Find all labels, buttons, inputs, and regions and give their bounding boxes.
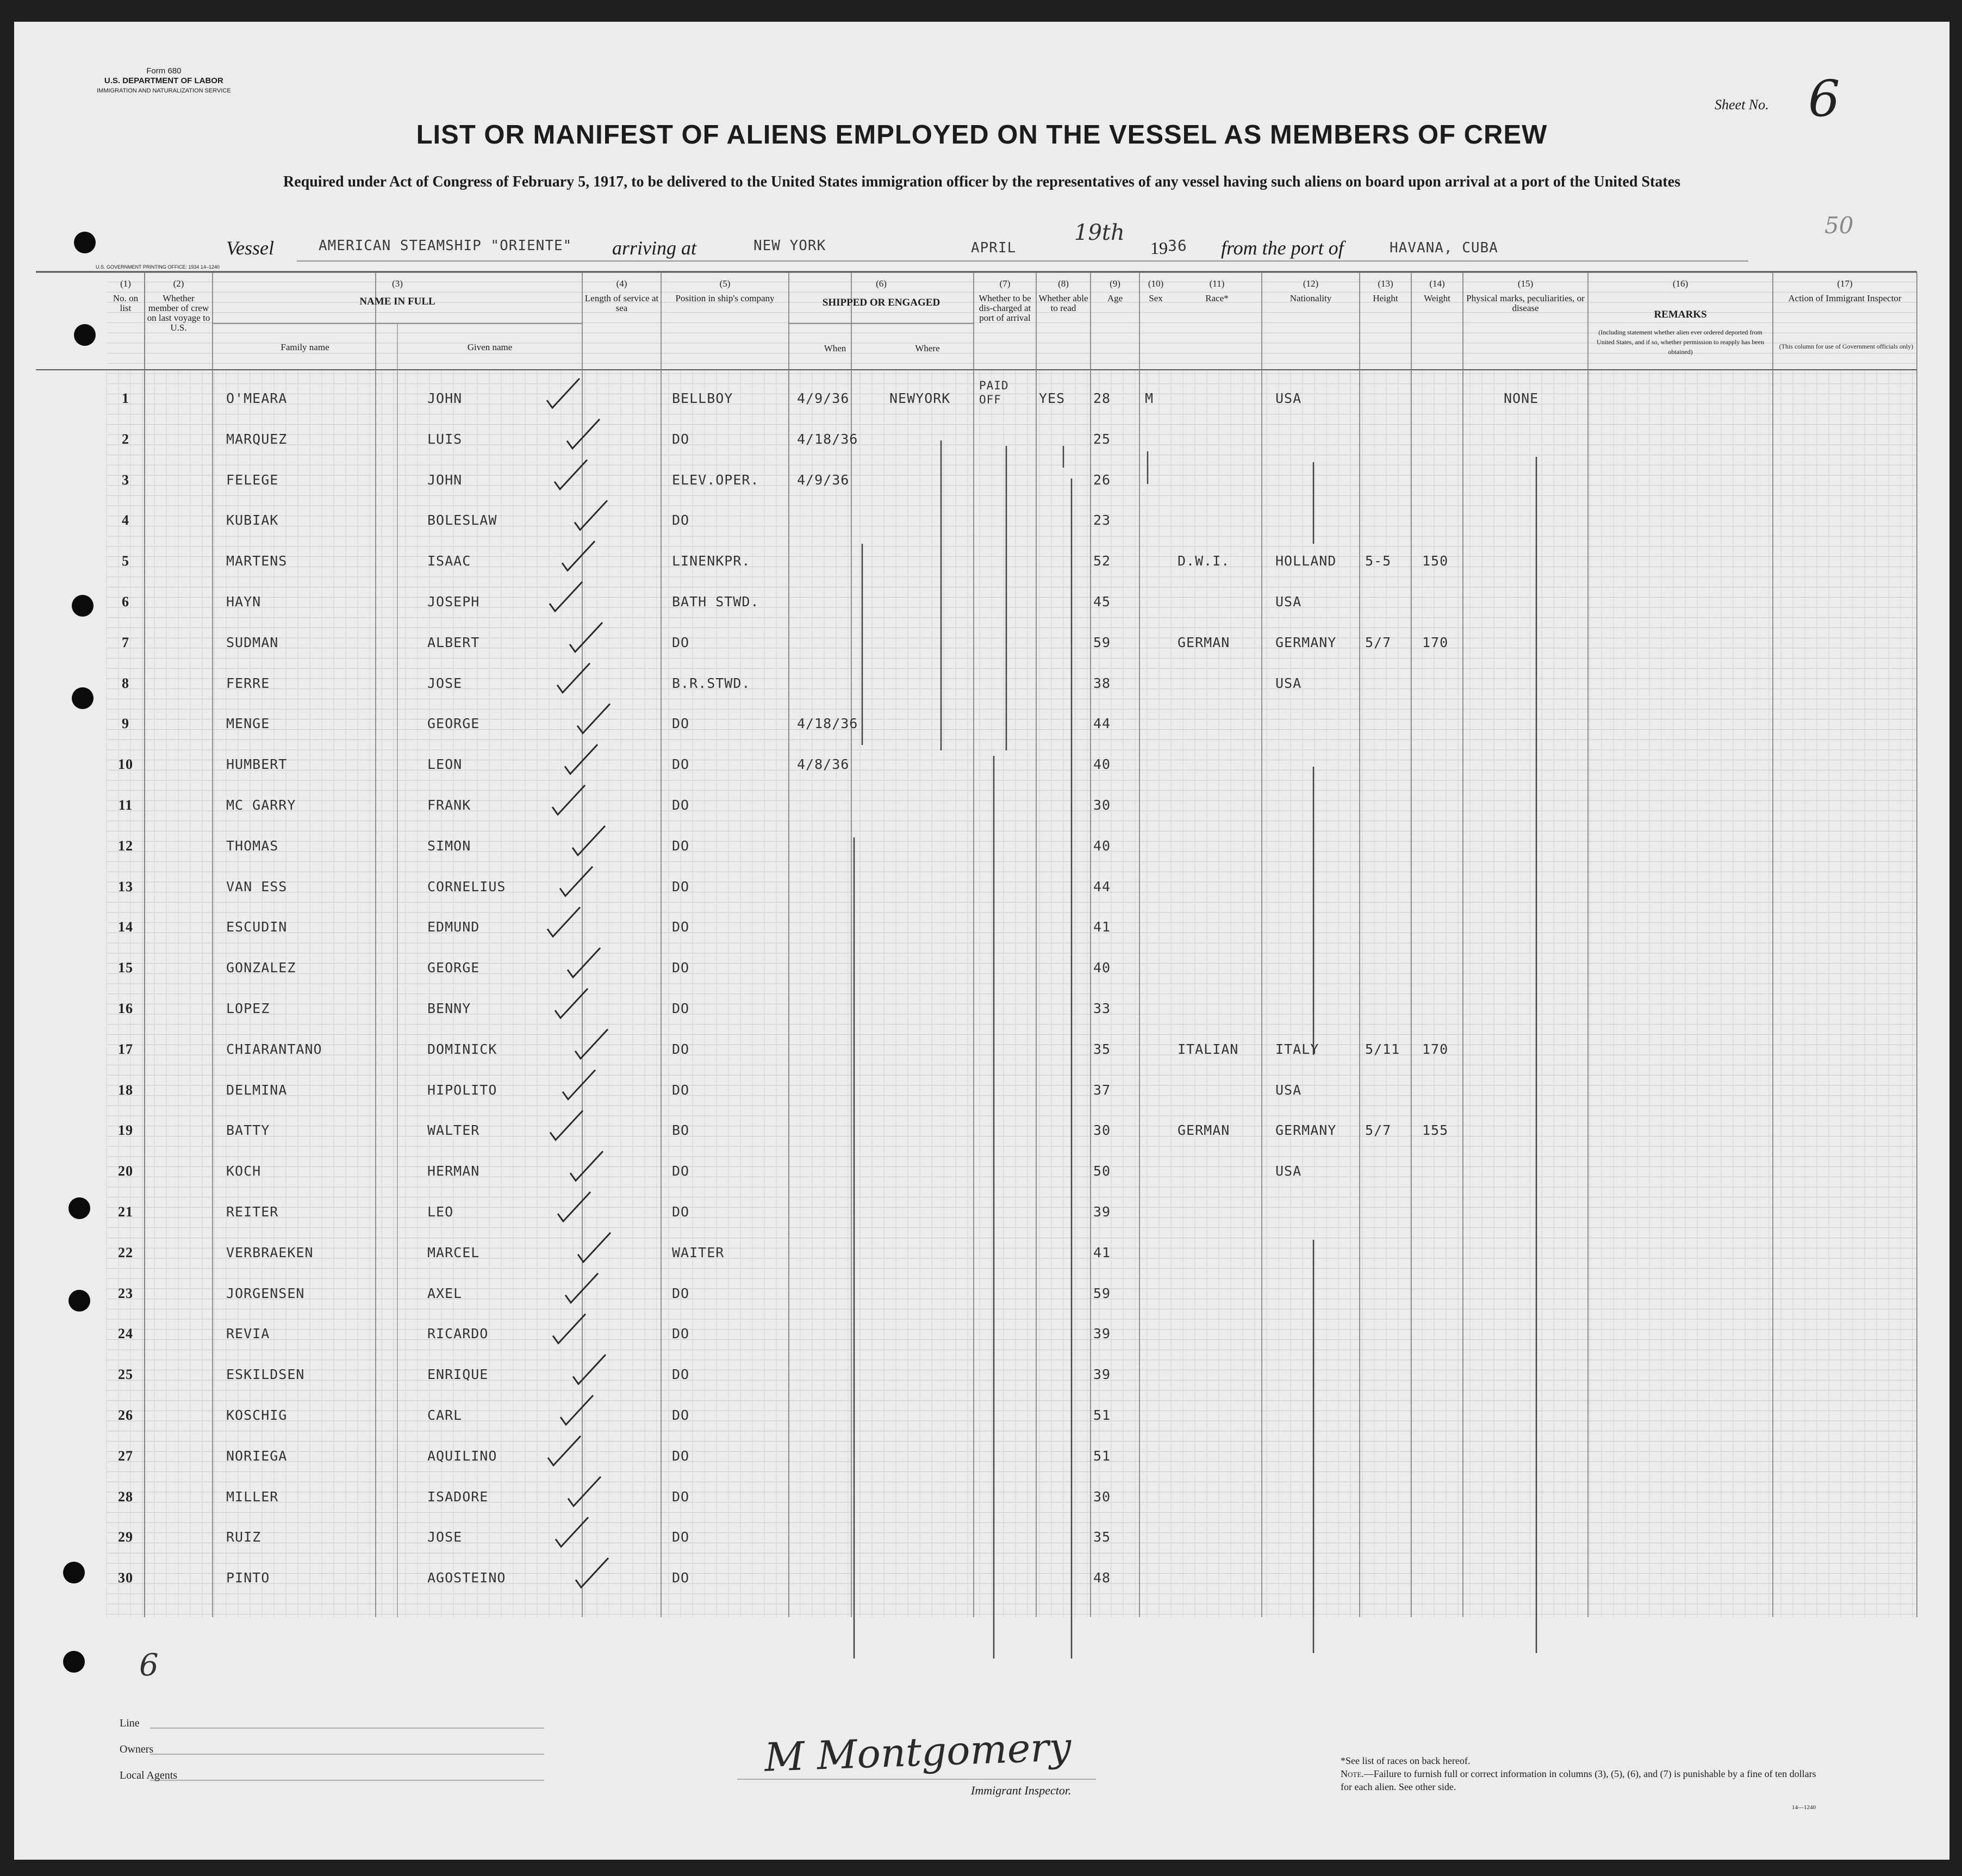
family-name: GONZALEZ	[226, 960, 296, 976]
given-name: JOSE	[427, 675, 463, 691]
sheet-number-label: Sheet No.	[1715, 97, 1769, 113]
given-name: HERMAN	[427, 1163, 480, 1179]
age: 35	[1093, 1529, 1111, 1545]
service-name: IMMIGRATION AND NATURALIZATION SERVICE	[97, 88, 231, 94]
column-header-sex: Sex	[1149, 293, 1163, 303]
row-number: 3	[122, 471, 129, 488]
position: DO	[672, 1448, 690, 1464]
age: 26	[1093, 471, 1111, 488]
signature-title: Immigrant Inspector.	[971, 1784, 1072, 1797]
age: 41	[1093, 1244, 1111, 1260]
nationality: GERMANY	[1275, 1122, 1337, 1139]
position: BELLBOY	[672, 390, 733, 406]
given-name: MARCEL	[427, 1244, 480, 1260]
given-name: LEON	[427, 756, 463, 773]
check-mark-icon	[576, 1558, 608, 1587]
position: DO	[672, 878, 690, 894]
check-mark-icon	[575, 500, 607, 530]
row-number: 17	[118, 1041, 133, 1057]
family-name: REITER	[226, 1204, 279, 1220]
check-mark-icon	[575, 1029, 608, 1059]
given-name: JOHN	[427, 390, 463, 406]
given-name: AXEL	[427, 1285, 463, 1301]
position: DO	[672, 1326, 690, 1342]
family-name: JORGENSEN	[226, 1285, 305, 1301]
position: DO	[672, 1041, 690, 1057]
column-header-height: Height	[1373, 293, 1398, 303]
arrival-month: APRIL	[971, 240, 1017, 256]
shipped-when: 4/18/36	[797, 431, 858, 447]
age: 37	[1093, 1082, 1111, 1098]
position: DO	[672, 756, 690, 773]
column-header-service-length: Length of service at sea	[584, 293, 659, 313]
check-mark-icon	[556, 1517, 588, 1546]
family-name: CHIARANTANO	[226, 1041, 322, 1057]
row-number: 29	[118, 1529, 133, 1545]
family-name: MARQUEZ	[226, 431, 288, 447]
check-mark-icon	[563, 1070, 595, 1099]
position: DO	[672, 512, 690, 529]
given-name: RICARDO	[427, 1326, 489, 1342]
family-name: KOCH	[226, 1163, 261, 1179]
position: ELEV.OPER.	[672, 471, 759, 488]
row-number: 27	[118, 1448, 133, 1464]
age: 30	[1093, 1488, 1111, 1505]
family-name: NORIEGA	[226, 1448, 288, 1464]
year-prefix: 19	[1150, 238, 1168, 258]
arrival-year: 36	[1168, 237, 1187, 254]
position: DO	[672, 960, 690, 976]
age: 40	[1093, 960, 1111, 976]
shipped-where: NEWYORK	[889, 390, 951, 406]
column-header-race: Race*	[1205, 293, 1229, 303]
age: 40	[1093, 756, 1111, 773]
family-name: ESKILDSEN	[226, 1366, 305, 1383]
column-number-11: (11)	[1209, 278, 1225, 289]
position: DO	[672, 797, 690, 813]
row-number: 7	[122, 634, 129, 650]
column-number-15: (15)	[1517, 278, 1534, 289]
given-name: SIMON	[427, 837, 471, 854]
vessel-name: AMERICAN STEAMSHIP "ORIENTE"	[319, 238, 572, 254]
check-mark-icon	[568, 948, 600, 977]
position: DO	[672, 1163, 690, 1179]
nationality: HOLLAND	[1275, 553, 1337, 569]
corner-mark: 50	[1824, 212, 1854, 239]
able-to-read: YES	[1039, 390, 1066, 406]
penalty-note	[1341, 1767, 1830, 1793]
printing-office: U.S. GOVERNMENT PRINTING OFFICE: 1934 14–1240	[96, 264, 220, 270]
given-name: ISADORE	[427, 1488, 489, 1505]
position: DO	[672, 1366, 690, 1383]
position: LINENKPR.	[672, 553, 751, 569]
height: 5/7	[1365, 1122, 1392, 1139]
family-name: PINTO	[226, 1570, 270, 1586]
column-number-3: (3)	[392, 278, 403, 289]
row-number: 1	[122, 390, 129, 406]
age: 59	[1093, 1285, 1111, 1301]
check-mark-icon	[560, 867, 593, 896]
given-name: ISAAC	[427, 553, 471, 569]
shipped-when: 4/9/36	[797, 390, 850, 406]
age: 30	[1093, 1122, 1111, 1139]
row-number: 4	[122, 512, 129, 529]
nationality: USA	[1275, 594, 1302, 610]
check-mark-icon	[573, 1355, 606, 1384]
given-name: GEORGE	[427, 716, 480, 732]
shipped-when: 4/8/36	[797, 756, 850, 773]
sex: M	[1145, 390, 1154, 406]
row-number: 10	[118, 756, 133, 773]
from-port: HAVANA, CUBA	[1390, 240, 1498, 256]
age: 51	[1093, 1407, 1111, 1423]
given-name: JOHN	[427, 471, 463, 488]
given-name: CARL	[427, 1407, 463, 1423]
row-number: 11	[118, 797, 133, 813]
row-number: 25	[118, 1366, 133, 1383]
position: BATH STWD.	[672, 594, 759, 610]
given-name: AQUILINO	[427, 1448, 497, 1464]
family-name: MILLER	[226, 1488, 279, 1505]
row-number: 26	[118, 1407, 133, 1423]
position: DO	[672, 1529, 690, 1545]
nationality: ITALY	[1275, 1041, 1319, 1057]
column-header-action: Action of Immigrant Inspector	[1788, 293, 1902, 303]
check-mark-icon	[570, 623, 602, 652]
punch-hole	[63, 1562, 85, 1583]
column-header-weight: Weight	[1424, 293, 1450, 303]
punch-hole	[72, 595, 94, 617]
weight: 150	[1422, 553, 1449, 569]
weight: 170	[1422, 1041, 1449, 1057]
position: DO	[672, 634, 690, 650]
agency-block	[97, 66, 231, 96]
page-subtitle: Required under Act of Congress of February 5, 1917, to be delivered to the United States immigration officer by the representatives of any vessel having such aliens on board upon arrival at a port of the United States	[283, 173, 1680, 190]
given-name: GEORGE	[427, 960, 480, 976]
row-number: 16	[118, 1001, 133, 1016]
owners-label: Owners	[120, 1743, 154, 1755]
column-number-12: (12)	[1303, 278, 1319, 289]
form-code: 14—1240	[1792, 1804, 1816, 1811]
local-agents-label: Local Agents	[120, 1769, 178, 1781]
check-mark-icon	[572, 826, 605, 855]
column-header-no: No. on list	[113, 293, 139, 313]
punch-hole	[74, 324, 96, 346]
column-number-1: (1)	[120, 278, 131, 289]
given-name: WALTER	[427, 1122, 480, 1139]
family-name: BATTY	[226, 1122, 270, 1139]
age: 28	[1093, 390, 1111, 406]
position: DO	[672, 716, 690, 732]
check-mark-icon	[558, 1192, 590, 1221]
position: DO	[672, 1082, 690, 1098]
nationality: USA	[1275, 390, 1302, 406]
column-header-age: Age	[1107, 293, 1123, 303]
row-number: 30	[118, 1570, 133, 1586]
family-name: DELMINA	[226, 1082, 288, 1098]
agency-name: U.S. DEPARTMENT OF LABOR	[104, 76, 223, 85]
age: 30	[1093, 797, 1111, 813]
age: 44	[1093, 878, 1111, 894]
punch-hole	[68, 1290, 90, 1312]
age: 52	[1093, 553, 1111, 569]
physical-marks: NONE	[1504, 390, 1539, 406]
age: 39	[1093, 1204, 1111, 1220]
family-name: KOSCHIG	[226, 1407, 288, 1423]
check-mark-icon	[550, 1110, 583, 1140]
age: 44	[1093, 716, 1111, 732]
row-number: 23	[118, 1285, 133, 1301]
position: DO	[672, 837, 690, 854]
row-number: 9	[122, 716, 129, 732]
family-name: SUDMAN	[226, 634, 279, 650]
family-name: REVIA	[226, 1326, 270, 1342]
given-name: JOSEPH	[427, 594, 480, 610]
punch-hole	[68, 1197, 90, 1219]
position: DO	[672, 1285, 690, 1301]
weight: 170	[1422, 634, 1449, 650]
line-label: Line	[120, 1717, 140, 1729]
vessel-label: Vessel	[226, 237, 274, 259]
races-note: *See list of races on back hereof.	[1341, 1755, 1471, 1766]
check-mark-icon	[548, 1436, 581, 1465]
given-name: AGOSTEINO	[427, 1570, 506, 1586]
position: BO	[672, 1122, 690, 1139]
nationality: USA	[1275, 1082, 1302, 1098]
family-name: VERBRAEKEN	[226, 1244, 314, 1260]
column-number-8: (8)	[1058, 278, 1069, 289]
age: 33	[1093, 1001, 1111, 1016]
note-label: Note.	[1341, 1768, 1364, 1779]
age: 41	[1093, 919, 1111, 935]
check-mark-icon	[565, 744, 597, 774]
column-header-nationality: Nationality	[1290, 293, 1332, 303]
shipped-when: 4/9/36	[797, 471, 850, 488]
check-mark-icon	[562, 541, 595, 570]
family-name: MARTENS	[226, 553, 288, 569]
column-header-position: Position in ship's company	[675, 293, 775, 303]
age: 48	[1093, 1570, 1111, 1586]
column-header-remarks: REMARKS	[1654, 309, 1707, 320]
column-number-10: (10)	[1148, 278, 1164, 289]
position: DO	[672, 1001, 690, 1016]
age: 39	[1093, 1366, 1111, 1383]
check-mark-icon	[550, 582, 582, 611]
family-name: O'MEARA	[226, 390, 288, 406]
column-number-13: (13)	[1378, 278, 1393, 289]
column-number-7: (7)	[999, 278, 1011, 289]
race: GERMAN	[1178, 1122, 1230, 1139]
check-mark-icon	[560, 1395, 593, 1425]
age: 23	[1093, 512, 1111, 529]
family-name: KUBIAK	[226, 512, 279, 529]
age: 35	[1093, 1041, 1111, 1057]
subheader-when: When	[824, 343, 846, 353]
age: 38	[1093, 675, 1111, 691]
age: 45	[1093, 594, 1111, 610]
weight: 155	[1422, 1122, 1449, 1139]
nationality: GERMANY	[1275, 634, 1337, 650]
shipped-when: 4/18/36	[797, 716, 858, 732]
position: DO	[672, 431, 690, 447]
family-name: MENGE	[226, 716, 270, 732]
page-title: LIST OR MANIFEST OF ALIENS EMPLOYED ON THE VESSEL AS MEMBERS OF CREW	[416, 120, 1548, 150]
check-mark-icon	[547, 378, 580, 408]
row-number: 2	[122, 431, 129, 447]
from-port-label: from the port of	[1221, 237, 1344, 259]
row-number: 13	[118, 878, 133, 894]
check-mark-icon	[570, 1151, 603, 1181]
manifest-sheet	[14, 22, 1949, 1860]
punch-hole	[72, 687, 94, 709]
column-number-14: (14)	[1429, 278, 1445, 289]
note-text: —Failure to furnish full or correct information in columns (3), (5), (6), and (7) is punishable by a fine of ten dollars for each alien. See other side.	[1341, 1768, 1816, 1792]
punch-hole	[63, 1651, 85, 1673]
given-name: HIPOLITO	[427, 1082, 497, 1098]
family-name: VAN ESS	[226, 878, 288, 894]
family-name: THOMAS	[226, 837, 279, 854]
column-header-shipped: SHIPPED OR ENGAGED	[822, 297, 940, 308]
row-number: 8	[122, 675, 129, 691]
nationality: USA	[1275, 1163, 1302, 1179]
column-number-17: (17)	[1837, 278, 1853, 289]
position: DO	[672, 1570, 690, 1586]
row-number: 21	[118, 1204, 133, 1220]
family-name: RUIZ	[226, 1529, 261, 1545]
position: B.R.STWD.	[672, 675, 751, 691]
row-number: 28	[118, 1488, 133, 1505]
subheader-remarks_note: (Including statement whether alien ever ordered deported from United States, and if so, whether permission to reapply has been obtained)	[1597, 328, 1764, 356]
age: 59	[1093, 634, 1111, 650]
age: 50	[1093, 1163, 1111, 1179]
row-number: 24	[118, 1326, 133, 1342]
age: 39	[1093, 1326, 1111, 1342]
row-number: 14	[118, 919, 133, 935]
position: DO	[672, 1407, 690, 1423]
position: WAITER	[672, 1244, 725, 1260]
row-number: 12	[118, 837, 133, 854]
family-name: FERRE	[226, 675, 270, 691]
given-name: ALBERT	[427, 634, 480, 650]
discharged: PAID OFF	[979, 379, 1009, 406]
given-name: FRANK	[427, 797, 471, 813]
arrival-day: 19th	[1074, 220, 1125, 245]
column-number-5: (5)	[719, 278, 731, 289]
subheader-action_note: (This column for use of Government officials only)	[1779, 343, 1914, 350]
check-mark-icon	[567, 419, 600, 449]
position: DO	[672, 1204, 690, 1220]
form-number: Form 680	[146, 66, 182, 76]
race: D.W.I.	[1178, 553, 1230, 569]
page-mark: 6	[139, 1648, 159, 1683]
check-mark-icon	[552, 785, 585, 815]
column-number-16: (16)	[1672, 278, 1689, 289]
column-number-9: (9)	[1110, 278, 1120, 289]
age: 40	[1093, 837, 1111, 854]
check-mark-icon	[547, 907, 580, 936]
age: 25	[1093, 431, 1111, 447]
family-name: FELEGE	[226, 471, 279, 488]
inspector-signature: M Montgomery	[763, 1724, 1072, 1780]
subheader-where: Where	[915, 343, 940, 353]
given-name: LEO	[427, 1204, 454, 1220]
family-name: ESCUDIN	[226, 919, 288, 935]
column-number-2: (2)	[173, 278, 184, 289]
column-number-4: (4)	[616, 278, 627, 289]
row-number: 20	[118, 1163, 133, 1179]
column-header-crew-last-voyage: Whether member of crew on last voyage to U.S.	[147, 293, 210, 333]
sheet-number-value: 6	[1808, 70, 1840, 128]
column-header-name: NAME IN FULL	[359, 296, 435, 307]
check-mark-icon	[578, 1233, 611, 1262]
given-name: JOSE	[427, 1529, 463, 1545]
column-header-marks: Physical marks, peculiarities, or disease	[1466, 293, 1585, 313]
row-number: 15	[118, 960, 133, 976]
family-name: MC GARRY	[226, 797, 296, 813]
check-mark-icon	[565, 1274, 598, 1303]
row-number: 22	[118, 1244, 133, 1260]
family-name: HUMBERT	[226, 756, 288, 773]
column-number-6: (6)	[876, 278, 887, 289]
position: DO	[672, 1488, 690, 1505]
row-number: 19	[118, 1122, 133, 1139]
given-name: BENNY	[427, 1001, 471, 1016]
column-header-able-read: Whether able to read	[1038, 293, 1088, 313]
height: 5/11	[1365, 1041, 1400, 1057]
position: DO	[672, 919, 690, 935]
check-mark-icon	[553, 1314, 586, 1343]
given-name: EDMUND	[427, 919, 480, 935]
column-header-discharged: Whether to be dis-charged at port of arrival	[979, 293, 1031, 323]
age: 51	[1093, 1448, 1111, 1464]
subheader-given: Given name	[467, 342, 513, 352]
given-name: ENRIQUE	[427, 1366, 489, 1383]
family-name: LOPEZ	[226, 1001, 270, 1016]
row-number: 5	[122, 553, 129, 569]
row-number: 6	[122, 594, 129, 610]
given-name: DOMINICK	[427, 1041, 497, 1057]
nationality: USA	[1275, 675, 1302, 691]
family-name: HAYN	[226, 594, 261, 610]
race: ITALIAN	[1178, 1041, 1239, 1057]
given-name: LUIS	[427, 431, 463, 447]
subheader-family: Family name	[281, 342, 329, 352]
height: 5-5	[1365, 553, 1392, 569]
height: 5/7	[1365, 634, 1392, 650]
arriving-label: arriving at	[612, 237, 697, 259]
given-name: BOLESLAW	[427, 512, 497, 529]
race: GERMAN	[1178, 634, 1230, 650]
check-mark-icon	[555, 989, 588, 1018]
arrival-port: NEW YORK	[753, 238, 826, 254]
given-name: CORNELIUS	[427, 878, 506, 894]
row-number: 18	[118, 1082, 133, 1098]
